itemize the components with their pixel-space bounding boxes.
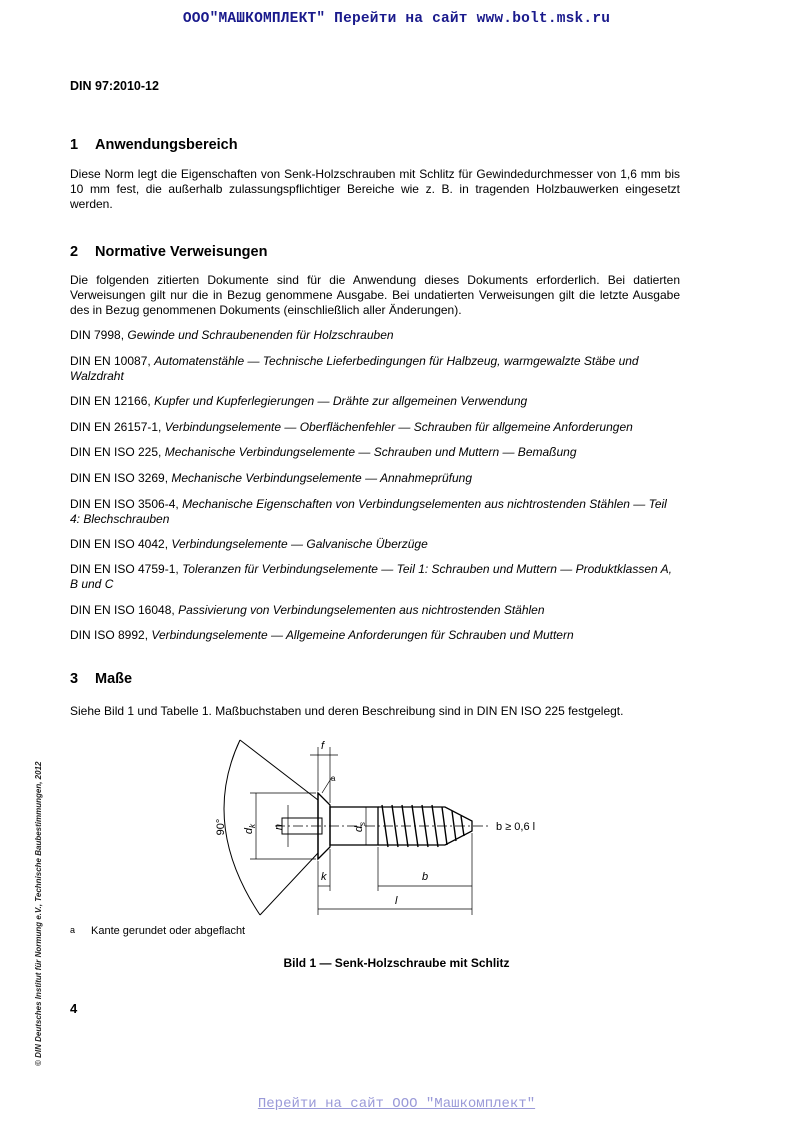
section-title: Maße bbox=[95, 671, 133, 687]
dim-ds-label: $d_s$ bbox=[353, 821, 367, 833]
reference-code: DIN EN 26157-1, bbox=[70, 420, 162, 434]
reference-title: Passivierung von Verbindungselementen aus nichtrostenden Stählen bbox=[178, 603, 545, 617]
reference-code: DIN EN ISO 3506-4, bbox=[70, 497, 179, 511]
section-1-body: Diese Norm legt die Eigenschaften von Senk-Holzschrauben mit Schlitz für Gewindedurchmesser von 1,6 mm bis 10 mm fest, die außerhalb zulassungspflichtiger Bereiche wie z. B. in tragenden Holzbauwerken eingesetzt werden. bbox=[70, 167, 680, 211]
reference-item bbox=[70, 354, 680, 384]
reference-title: Verbindungselemente — Oberflächenfehler — Schrauben für allgemeine Anforderungen bbox=[164, 420, 633, 434]
reference-item bbox=[70, 445, 680, 460]
reference-code: DIN EN ISO 16048, bbox=[70, 603, 175, 617]
site-banner-link[interactable]: ООО"МАШКОМПЛЕКТ" Перейти на сайт www.bolt.msk.ru bbox=[182, 11, 611, 27]
section-number: 1 bbox=[70, 137, 79, 153]
reference-title: Mechanische Verbindungselemente — Annahmeprüfung bbox=[171, 471, 473, 485]
section-2-body: Die folgenden zitierten Dokumente sind für die Anwendung dieses Dokuments erforderlich. Bei datierten Verweisungen gilt nur die in Bezug genommene Ausgabe. Bei undatierten Verweisungen gilt die letzte Ausgabe des in Bezug genommenen Dokuments (einschließlich aller Änderungen). bbox=[70, 273, 680, 317]
reference-code: DIN ISO 8992, bbox=[70, 628, 149, 642]
footnote-text: Kante gerundet oder abgeflacht bbox=[91, 925, 246, 937]
dim-n-label: n bbox=[273, 823, 285, 831]
reference-item bbox=[70, 328, 680, 343]
figure-caption: Bild 1 — Senk-Holzschraube mit Schlitz bbox=[283, 956, 510, 970]
reference-item bbox=[70, 394, 680, 409]
side-copyright-notice: © DIN Deutsches Institut für Normung e.V., Technische Baubestimmungen, 2012 bbox=[34, 761, 43, 1066]
angle-line-top bbox=[240, 740, 318, 800]
section-title: Normative Verweisungen bbox=[95, 244, 268, 260]
screw-drawing bbox=[190, 735, 590, 920]
section-title: Anwendungsbereich bbox=[95, 137, 238, 153]
dim-k-label: k bbox=[321, 871, 327, 883]
reference-item bbox=[70, 420, 680, 435]
section-3-body: Siehe Bild 1 und Tabelle 1. Maßbuchstaben und deren Beschreibung sind in DIN EN ISO 225 festgelegt. bbox=[70, 704, 624, 718]
reference-code: DIN EN ISO 4759-1, bbox=[70, 562, 179, 576]
reference-title: Verbindungselemente — Allgemeine Anforderungen für Schrauben und Muttern bbox=[151, 628, 574, 642]
reference-item bbox=[70, 537, 680, 552]
dim-dk-label: $d_k$ bbox=[243, 823, 257, 835]
angle-label: 90° bbox=[215, 818, 227, 836]
reference-item bbox=[70, 497, 680, 527]
reference-title: Automatenstähle — Technische Lieferbedingungen für Halbzeug, warmgewalzte Stäbe und Walzdraht bbox=[70, 354, 639, 383]
reference-code: DIN EN ISO 225, bbox=[70, 445, 162, 459]
b-condition-note: b ≥ 0,6 l bbox=[496, 821, 536, 833]
document-id: DIN 97:2010-12 bbox=[70, 79, 159, 93]
reference-item bbox=[70, 471, 680, 486]
reference-title: Toleranzen für Verbindungselemente — Teil 1: Schrauben und Muttern — Produktklassen A, B und C bbox=[70, 562, 672, 591]
reference-item bbox=[70, 603, 680, 618]
section-number: 3 bbox=[70, 671, 79, 687]
reference-code: DIN EN ISO 4042, bbox=[70, 537, 169, 551]
section-1-heading bbox=[70, 137, 238, 153]
reference-code: DIN 7998, bbox=[70, 328, 125, 342]
reference-item bbox=[70, 628, 680, 643]
reference-title: Verbindungselemente — Galvanische Überzüge bbox=[171, 537, 428, 551]
dim-f-label: f bbox=[321, 740, 325, 752]
reference-title: Mechanische Eigenschaften von Verbindungselementen aus nichtrostenden Stählen — Teil 4: Blechschrauben bbox=[70, 497, 667, 526]
footer-site-link[interactable]: Перейти на сайт ООО "Машкомплект" bbox=[257, 1096, 536, 1112]
dim-b-label: b bbox=[422, 871, 429, 883]
figure-footnote bbox=[70, 925, 245, 937]
footnote-marker: a bbox=[70, 925, 76, 935]
reference-code: DIN EN 10087, bbox=[70, 354, 151, 368]
reference-title: Mechanische Verbindungselemente — Schrauben und Muttern — Bemaßung bbox=[164, 445, 577, 459]
reference-title: Kupfer und Kupferlegierungen — Drähte zur allgemeinen Verwendung bbox=[154, 394, 528, 408]
reference-title: Gewinde und Schraubenenden für Holzschrauben bbox=[127, 328, 394, 342]
reference-item bbox=[70, 562, 680, 592]
page-number: 4 bbox=[70, 1001, 78, 1016]
dim-l-label: l bbox=[395, 895, 398, 907]
edge-note-marker: a bbox=[331, 774, 336, 783]
section-3-heading bbox=[70, 671, 132, 687]
reference-code: DIN EN ISO 3269, bbox=[70, 471, 169, 485]
reference-code: DIN EN 12166, bbox=[70, 394, 151, 408]
section-number: 2 bbox=[70, 244, 79, 260]
section-2-heading bbox=[70, 244, 267, 260]
angle-line-bottom bbox=[260, 853, 318, 915]
